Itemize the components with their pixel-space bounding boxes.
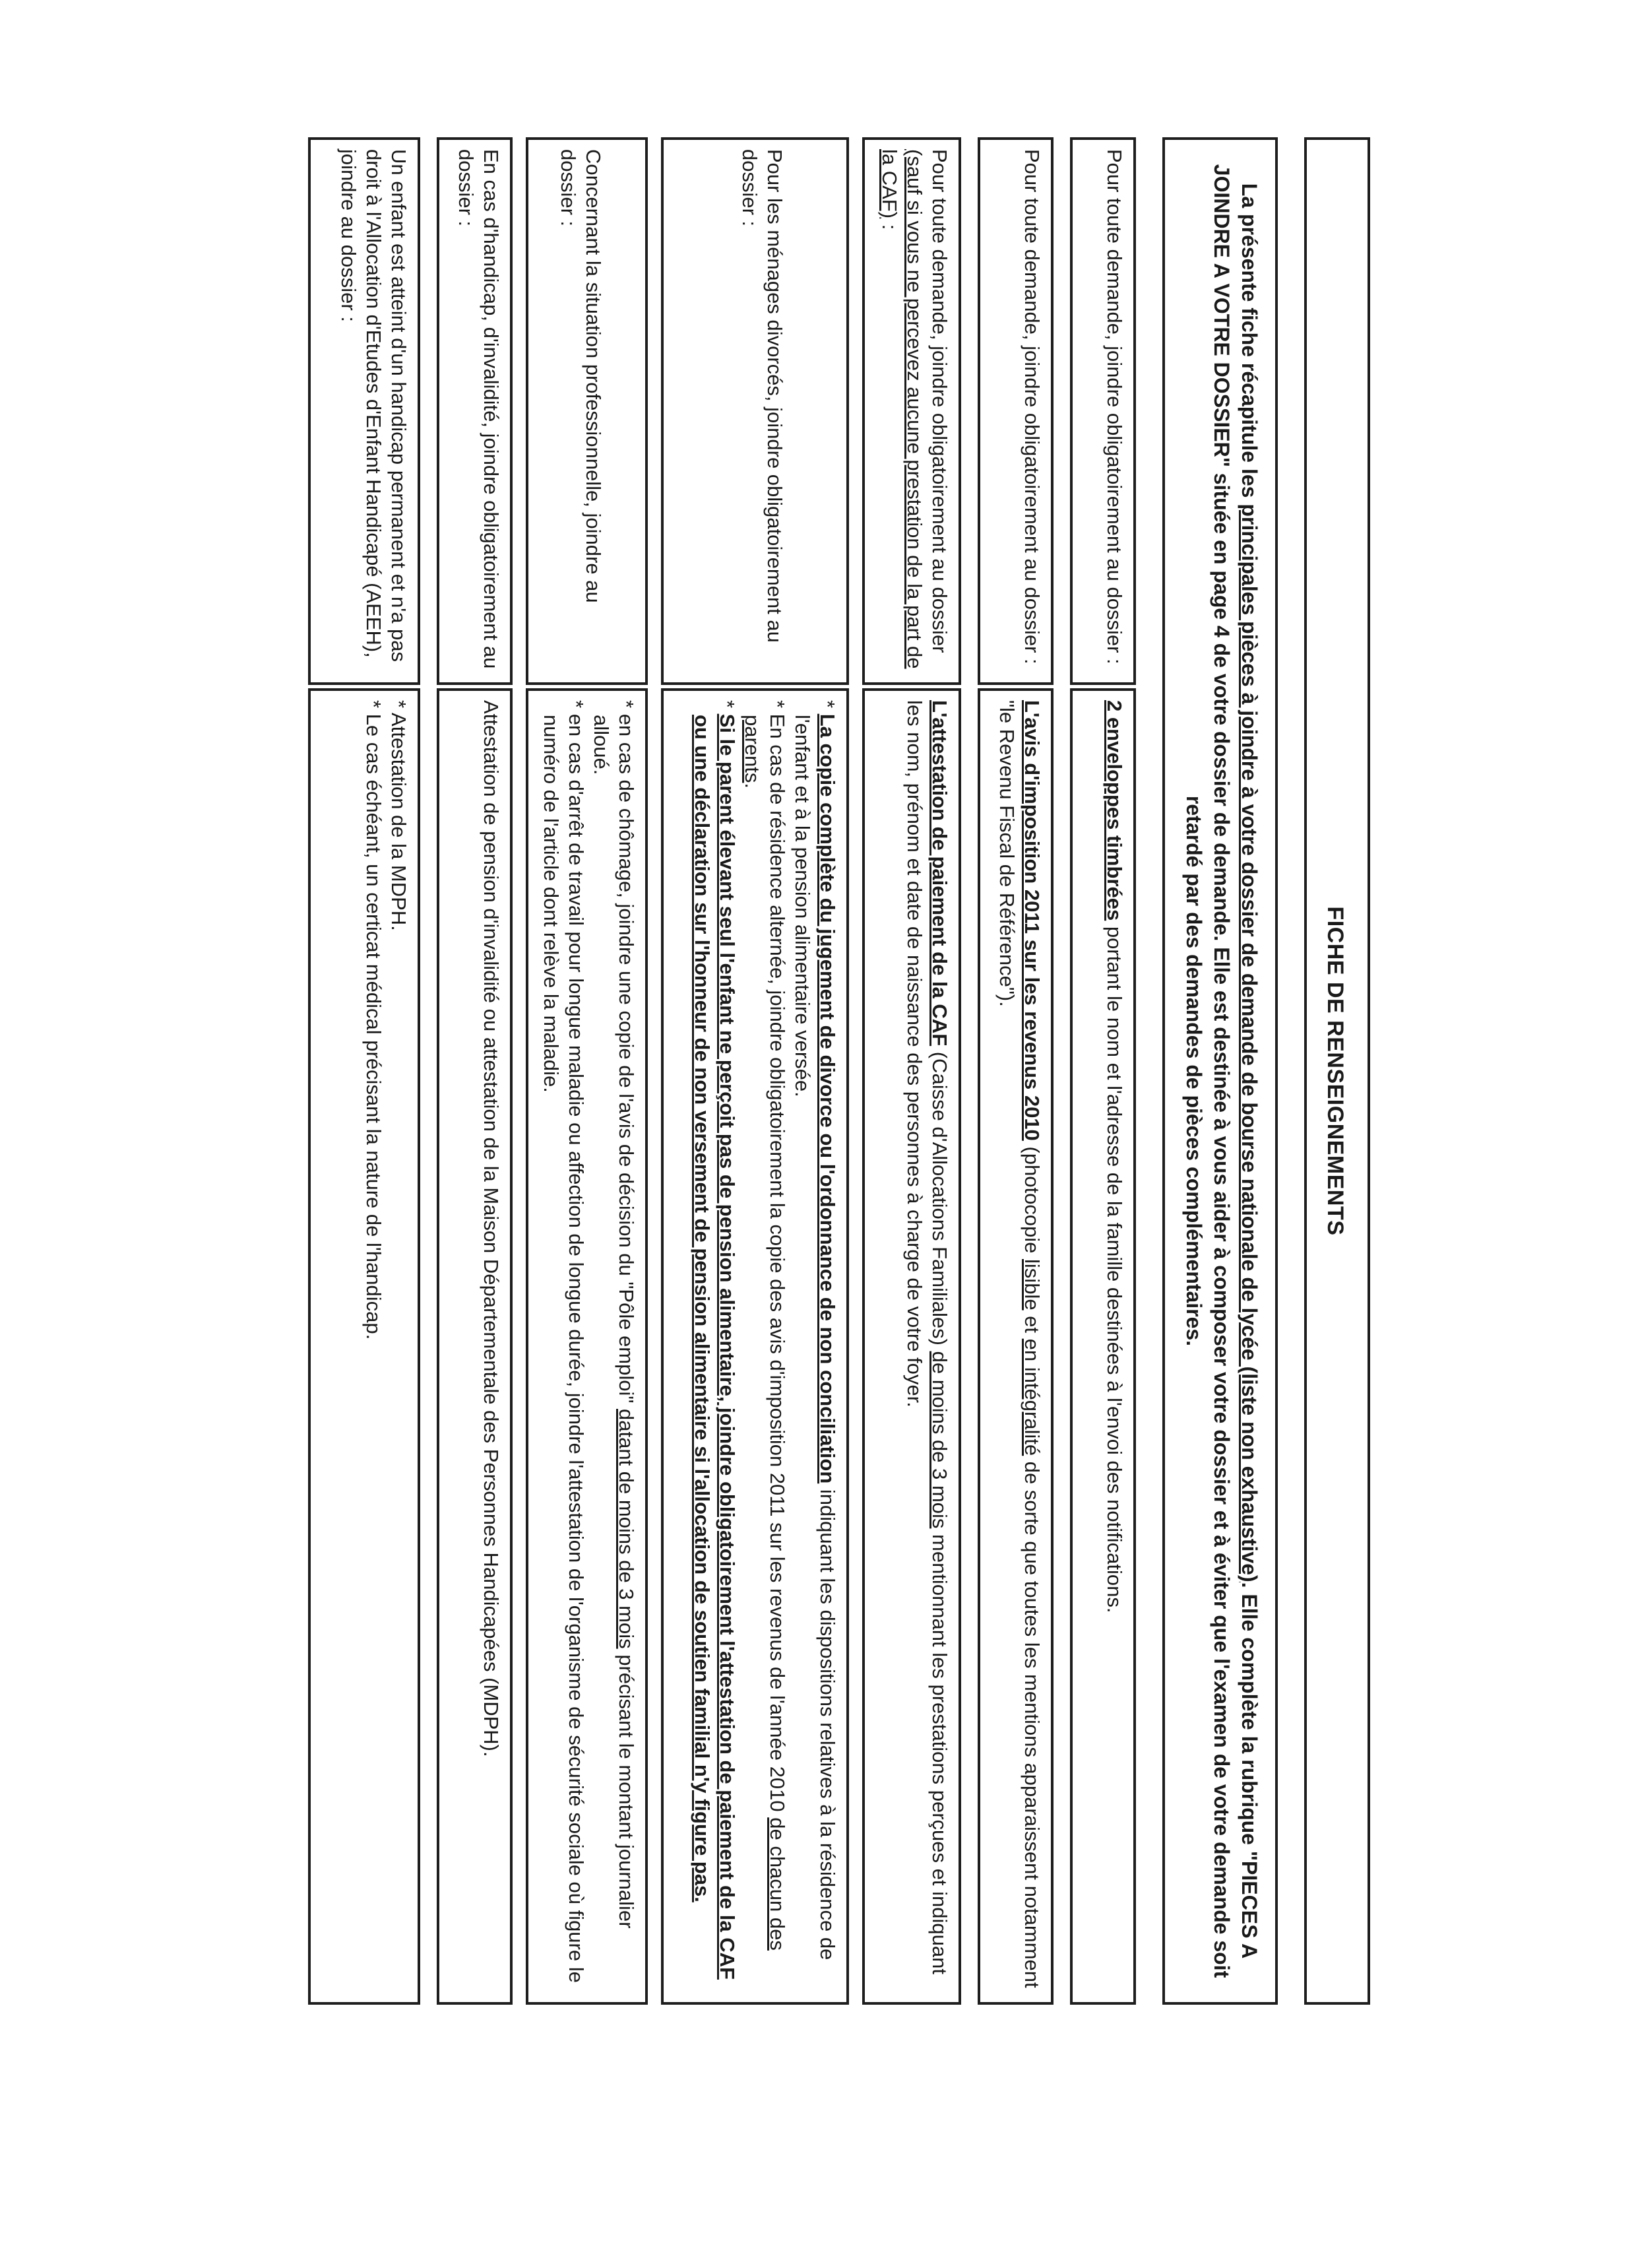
row5-label-text: Concernant la situation professionnelle, joindre au dossier : [557,149,605,603]
row3-label-p1: Pour toute demande, joindre obligatoirement au dossier [928,149,951,653]
row4-label [661,137,849,685]
row3-rest1: (Caisse d'Allocations Familiales) [928,1046,951,1351]
row7-b2: Le cas échéant, un certicat médical précisant la nature de l'handicap. [362,713,385,1340]
intro-part1: La présente fiche récapitule les [1238,183,1261,504]
row2-strong: L'avis d'imposition 2011 sur les revenus 2010 [1021,700,1044,1141]
row7-label [308,137,420,685]
intro-underlined: principales pièces à joindre à votre dossier de demande de bourse nationale de lycée (liste non exhaustive) [1238,503,1261,1582]
row3-content [862,688,961,2005]
row2-content [978,688,1054,2005]
row7-label-text: Un enfant est atteint d'un handicap permanent et n'a pas droit à l'Allocation d'Etudes d'Enfant Handicapé (AEEH), joindre au dossier : [337,149,410,663]
row3-u1: de moins de 3 mois [928,1351,951,1529]
row6-content-text: Attestation de pension d'invalidité ou attestation de la Maison Départementale des Personnes Handicapées (MDPH). [480,700,503,1757]
intro-part2: . Elle complète la rubrique "PIECES A JOINDRE A VOTRE DOSSIER" située en page 4 de votre dossier de demande. Elle est destinée à vous aider à composer votre dossier et à éviter que l'examen de votre demande soit retardé par des demandes de pièces complémentaires. [1182,164,1261,1978]
row4-label-text: Pour les ménages divorcés, joindre obligatoirement au dossier : [738,149,786,643]
rotated-page [294,137,1370,2005]
row4-b3-strong: Si le parent élevant seul l'enfant ne perçoit pas de pension alimentaire, joindre obligatoirement l'attestation de paiement de la CAF ou une déclaration sur l'honneur de non versement de pension alimentaire si l'allocation de soutien familial n'y figure pas. [691,713,739,1980]
row2-rest3: de sorte que toutes les mentions apparaissent notamment "le Revenu Fiscal de Référence"). [995,700,1044,1988]
row7-content [308,688,420,2005]
row2-rest1: (photocopie [1021,1140,1044,1260]
row3-content-text [902,700,952,1993]
row2-label [978,137,1054,685]
row1-strong: 2 enveloppes timbrées [1103,700,1126,921]
row5-b2: en cas d'arrêt de travail pour longue maladie ou affection de longue durée, joindre l'attestation de l'organisme de sécurité sociale où figure le numéro de l'article dont relève la maladie. [540,713,588,1983]
row1-content-text [1102,700,1127,1993]
row1-content [1070,688,1136,2005]
row6-content [437,688,513,2005]
row6-label-text: En cas d'handicap, d'invalidité, joindre obligatoirement au dossier : [455,149,503,669]
row5-b1-p1: en cas de chômage, joindre une copie de l'avis de décision du "Pôle emploi" [615,713,638,1409]
row4-b2-p2: . [741,783,764,789]
row4-bullet1: * La copie complète du jugement de divorce ou l'ordonnance de non conciliation indiquant les dispositions relatives à la résidence de l'enfant et à la pension alimentaire versée. [791,700,839,1960]
row7-bullet2: * Le cas échéant, un certicat médical précisant la nature de l'handicap. [362,700,385,1340]
row2-label-text: Pour toute demande, joindre obligatoirement au dossier : [1021,149,1044,664]
row3-label [862,137,961,685]
intro-box [1162,137,1278,2005]
page-title: FICHE DE RENSEIGNEMENTS [1323,906,1348,1236]
row6-label [437,137,513,685]
row2-u2: en intégralité [1021,1338,1044,1456]
row1-label-text: Pour toute demande, joindre obligatoirement au dossier : [1103,149,1126,664]
row2-rest2: et [1021,1310,1044,1339]
row3-strong: L'attestation de paiement de la CAF [928,700,951,1047]
row1-label [1070,137,1136,685]
row5-b1-p2: précisant le montant journalier alloué. [590,715,638,1929]
row1-rest: portant le nom et l'adresse de la famille destinées à l'envoi des notifications. [1103,921,1126,1613]
row5-b1-u: datant de moins de 3 mois [615,1409,638,1649]
row2-u1: lisible [1021,1259,1044,1311]
row5-bullet2: * en cas d'arrêt de travail pour longue maladie ou affection de longue durée, joindre l'attestation de l'organisme de sécurité sociale où figure le numéro de l'article dont relève la maladie. [540,700,588,1983]
row4-bullet3: * Si le parent élevant seul l'enfant ne perçoit pas de pension alimentaire, joindre obligatoirement l'attestation de paiement de la CAF ou une déclaration sur l'honneur de non versement de pension alimentaire si l'allocation de soutien familial n'y figure pas. [691,700,739,1980]
row5-bullet1: * en cas de chômage, joindre une copie de l'avis de décision du "Pôle emploi" datant de moins de 3 mois précisant le montant journalier alloué. [590,700,638,1929]
row4-content [661,688,849,2005]
row4-bullet2: * En cas de résidence alternée, joindre obligatoirement la copie des avis d'imposition 2011 sur les revenus de l'année 2010 de chacun des parents. [741,700,789,1951]
row3-label-p3: : [878,218,901,230]
row4-b2-u: de chacun des parents [741,715,789,1951]
row4-b1-rest: indiquant les dispositions relatives à la résidence de l'enfant et à la pension alimentaire versée. [791,715,839,1960]
intro-text [1180,160,1263,1982]
row3-label-text [877,149,952,673]
row2-content-text [994,700,1044,1993]
row5-label [526,137,648,685]
row5-content [526,688,648,2005]
row4-b1-strong: La copie complète du jugement de divorce ou l'ordonnance de non conciliation [816,713,839,1484]
row7-b1: Attestation de la MDPH. [387,712,410,931]
row4-b2-p1: En cas de résidence alternée, joindre obligatoirement la copie des avis d'imposition 2011 sur les revenus de l'année 2010 [766,713,789,1818]
row3-rest2: mentionnant les prestations perçues et indiquant les nom, prénom et date de naissance des personnes à charge de votre foyer. [903,700,951,1974]
row3-label-p2: (sauf si vous ne percevez aucune prestation de la part de la CAF) [878,149,926,669]
row7-bullet1: * Attestation de la MDPH. [387,700,410,931]
title-box [1304,137,1370,2005]
